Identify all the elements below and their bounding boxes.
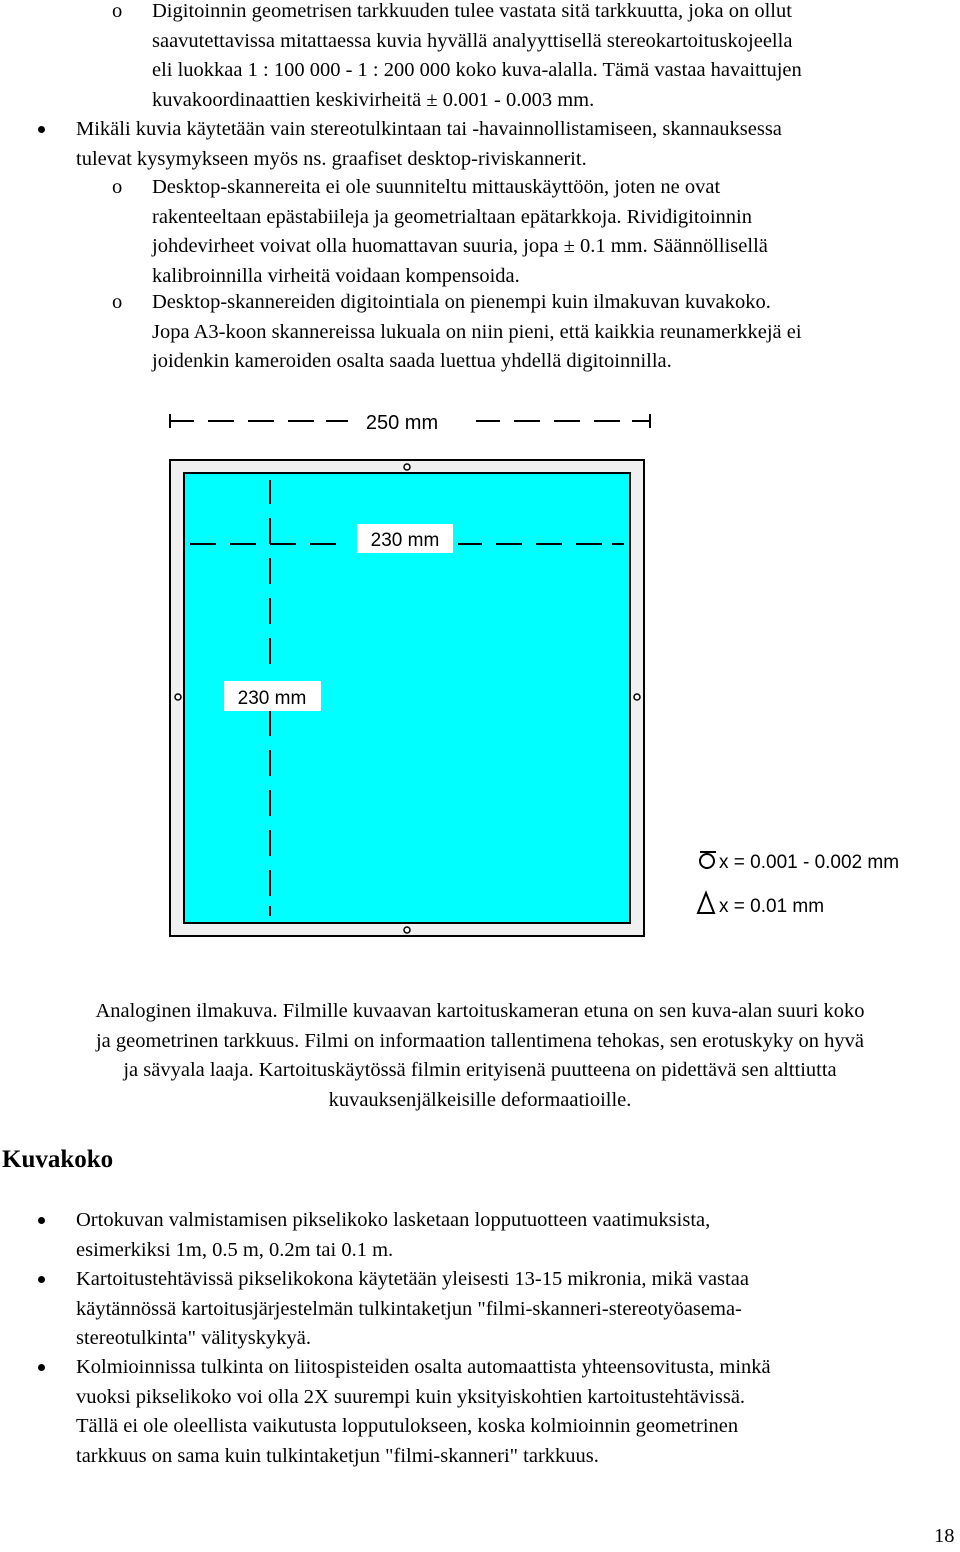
text-line: Mikäli kuvia käytetään vain stereotulkintaan tai -havainnollistamiseen, skannauksessa xyxy=(76,118,782,140)
sigma-accuracy-label: x = 0.001 - 0.002 mm xyxy=(719,852,900,873)
sub-bullet-marker: o xyxy=(112,0,123,22)
delta-accuracy-label: x = 0.01 mm xyxy=(719,896,825,917)
text-line: Tällä ei ole oleellista vaikutusta lopputulokseen, koska kolmioinnin geometrinen xyxy=(76,1415,739,1437)
list-item-text xyxy=(76,1353,960,1471)
top-list xyxy=(0,0,960,380)
text-line: Jopa A3-koon skannereissa lukuala on niin pieni, että kaikkia reunamerkkejä ei xyxy=(152,320,802,343)
text-line: tulevat kysymykseen myös ns. graafiset desktop-riviskannerit. xyxy=(76,147,587,170)
fiducial-mark xyxy=(634,694,640,700)
list-item xyxy=(0,1265,960,1355)
text-line: eli luokkaa 1 : 100 000 - 1 : 200 000 koko kuva-alalla. Tämä vastaa havaittujen xyxy=(152,59,802,81)
bullet-marker xyxy=(38,126,45,133)
list-item-text xyxy=(76,115,960,174)
caption-line: Analoginen ilmakuva. Filmille kuvaavan kartoituskameran etuna on sen kuva-alan suuri koko xyxy=(95,1000,865,1022)
figure-caption xyxy=(0,997,960,1115)
fiducial-mark xyxy=(404,464,410,470)
text-line: stereotulkinta" välityskykyä. xyxy=(76,1327,311,1349)
text-line: joidenkin kameroiden osalta saada luettua yhdellä digitoinnilla. xyxy=(152,350,672,372)
aerial-photo-diagram xyxy=(0,400,960,960)
bullet-marker xyxy=(38,1217,45,1224)
list-item-text xyxy=(152,0,960,115)
list-item xyxy=(0,1206,960,1266)
delta-icon xyxy=(698,893,714,913)
sigma-icon xyxy=(700,852,716,868)
list-item xyxy=(0,173,960,293)
inner-width-label: 230 mm xyxy=(370,530,440,551)
list-item-text xyxy=(152,173,960,291)
fiducial-mark xyxy=(175,694,181,700)
text-line: rakenteeltaan epästabiileja ja geometrialtaan epätarkkoja. Rividigitoinnin xyxy=(152,205,752,228)
sub-bullet-marker: o xyxy=(112,176,123,198)
list-item xyxy=(0,1353,960,1473)
text-line: käytännössä kartoitusjärjestelmän tulkintaketjun "filmi-skanneri-stereotyöasema- xyxy=(76,1297,742,1320)
sub-bullet-marker: o xyxy=(112,291,123,313)
outer-size-label: 250 mm xyxy=(365,412,439,434)
list-item xyxy=(0,288,960,378)
section-heading: Kuvakoko xyxy=(2,1146,114,1173)
text-line: kalibroinnilla virheitä voidaan kompensoida. xyxy=(152,264,520,287)
bottom-list xyxy=(0,1206,960,1476)
caption-line: kuvauksenjälkeisille deformaatioille. xyxy=(328,1088,632,1111)
fiducial-mark xyxy=(404,927,410,933)
list-item-text xyxy=(76,1206,960,1265)
list-item xyxy=(0,115,960,175)
page-number: 18 xyxy=(934,1525,955,1547)
caption-line: ja geometrinen tarkkuus. Filmi on informaation tallentimena tehokas, sen erotuskyky on hyvä xyxy=(95,1029,864,1052)
bullet-marker xyxy=(38,1276,45,1283)
text-line: Desktop-skannereiden digitointiala on pienempi kuin ilmakuvan kuvakoko. xyxy=(152,291,771,313)
list-item-text xyxy=(76,1265,960,1354)
caption-line: ja sävyala laaja. Kartoituskäytössä filmin erityisenä puutteena on pidettävä sen alttiutta xyxy=(123,1059,837,1081)
text-line: tarkkuus on sama kuin tulkintaketjun "filmi-skanneri" tarkkuus. xyxy=(76,1444,599,1467)
text-line: kuvakoordinaattien keskivirheitä ± 0.001 - 0.003 mm. xyxy=(152,88,595,111)
list-item xyxy=(0,0,960,117)
text-line: Desktop-skannereita ei ole suunniteltu mittauskäyttöön, joten ne ovat xyxy=(152,176,721,198)
text-line: vuoksi pikselikoko voi olla 2X suurempi kuin yksityiskohtien kartoitustehtävissä. xyxy=(76,1385,746,1408)
inner-height-label: 230 mm xyxy=(237,688,307,709)
text-line: saavutettavissa mitattaessa kuvia hyvällä analyyttisellä stereokartoituskojeella xyxy=(152,29,793,52)
list-item-text xyxy=(152,288,960,377)
bullet-marker xyxy=(38,1364,45,1371)
text-line: Kartoitustehtävissä pikselikokona käytetään yleisesti 13-15 mikronia, mikä vastaa xyxy=(76,1268,749,1290)
text-line: johdevirheet voivat olla huomattavan suuria, jopa ± 0.1 mm. Säännöllisellä xyxy=(152,235,768,257)
text-line: Digitoinnin geometrisen tarkkuuden tulee vastata sitä tarkkuutta, joka on ollut xyxy=(152,0,792,22)
text-line: Kolmioinnissa tulkinta on liitospisteiden osalta automaattista yhteensovitusta, minkä xyxy=(76,1356,771,1378)
text-line: esimerkiksi 1m, 0.5 m, 0.2m tai 0.1 m. xyxy=(76,1238,394,1261)
text-line: Ortokuvan valmistamisen pikselikoko lasketaan lopputuotteen vaatimuksista, xyxy=(76,1209,711,1231)
